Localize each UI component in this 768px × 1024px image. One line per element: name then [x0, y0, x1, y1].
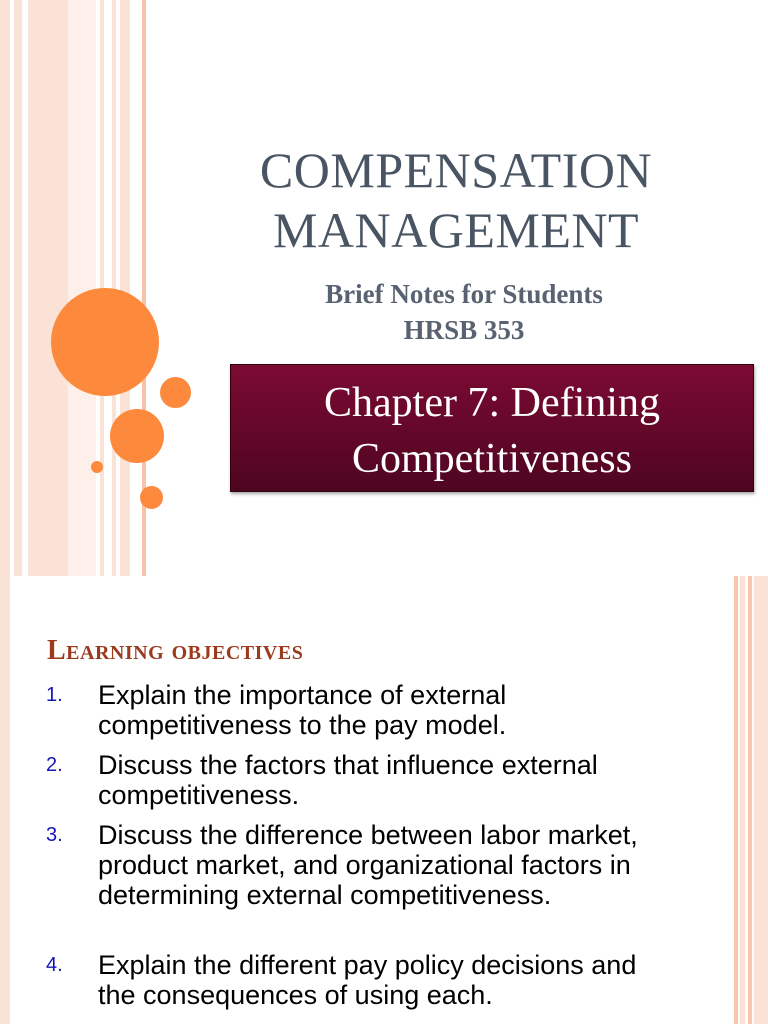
course-code: HRSB 353	[403, 315, 525, 345]
decorative-stripe	[734, 576, 738, 1024]
list-item-number: 1.	[46, 684, 63, 706]
decorative-stripe	[28, 0, 68, 576]
decorative-stripe	[754, 576, 768, 1024]
list-item-text: Explain the importance of external competitiveness to the pay model.	[98, 680, 507, 740]
chapter-banner	[230, 364, 754, 492]
chapter-title-line2: Competitiveness	[352, 436, 632, 482]
list-item-text: Discuss the factors that influence external competitiveness.	[98, 750, 598, 810]
objectives-slide	[0, 576, 768, 1024]
list-item-number: 3.	[46, 824, 63, 846]
decorative-circle-small	[160, 377, 191, 408]
slide-title-line2: MANAGEMENT	[272, 202, 640, 258]
list-item-number: 2.	[46, 754, 63, 776]
decorative-circle-medium	[110, 409, 164, 463]
decorative-stripe	[0, 0, 10, 576]
decorative-stripe	[68, 0, 96, 576]
slide-subtitle	[200, 276, 728, 348]
decorative-stripe	[748, 576, 752, 1024]
subtitle-line1: Brief Notes for Students	[325, 279, 603, 309]
decorative-stripe	[14, 0, 22, 576]
list-item-text: Explain the different pay policy decisions and the consequences of using each.	[98, 950, 637, 1010]
slide-title-line1: COMPENSATION	[259, 142, 653, 198]
decorative-stripe	[0, 576, 10, 1024]
decorative-circle-small	[140, 486, 163, 509]
learning-objectives-heading: Learning objectives	[47, 635, 304, 666]
decorative-stripe	[120, 0, 130, 576]
chapter-title-line1: Chapter 7: Defining	[324, 380, 660, 426]
decorative-circle-large	[51, 288, 159, 396]
decorative-stripe	[740, 576, 745, 1024]
list-item-number: 4.	[46, 954, 63, 976]
list-item-text: Discuss the difference between labor market, product market, and organizational factors in determining external competitiveness.	[98, 820, 638, 910]
decorative-circle-tiny	[91, 461, 103, 473]
chapter-title	[231, 375, 753, 487]
slide-title	[200, 140, 712, 260]
